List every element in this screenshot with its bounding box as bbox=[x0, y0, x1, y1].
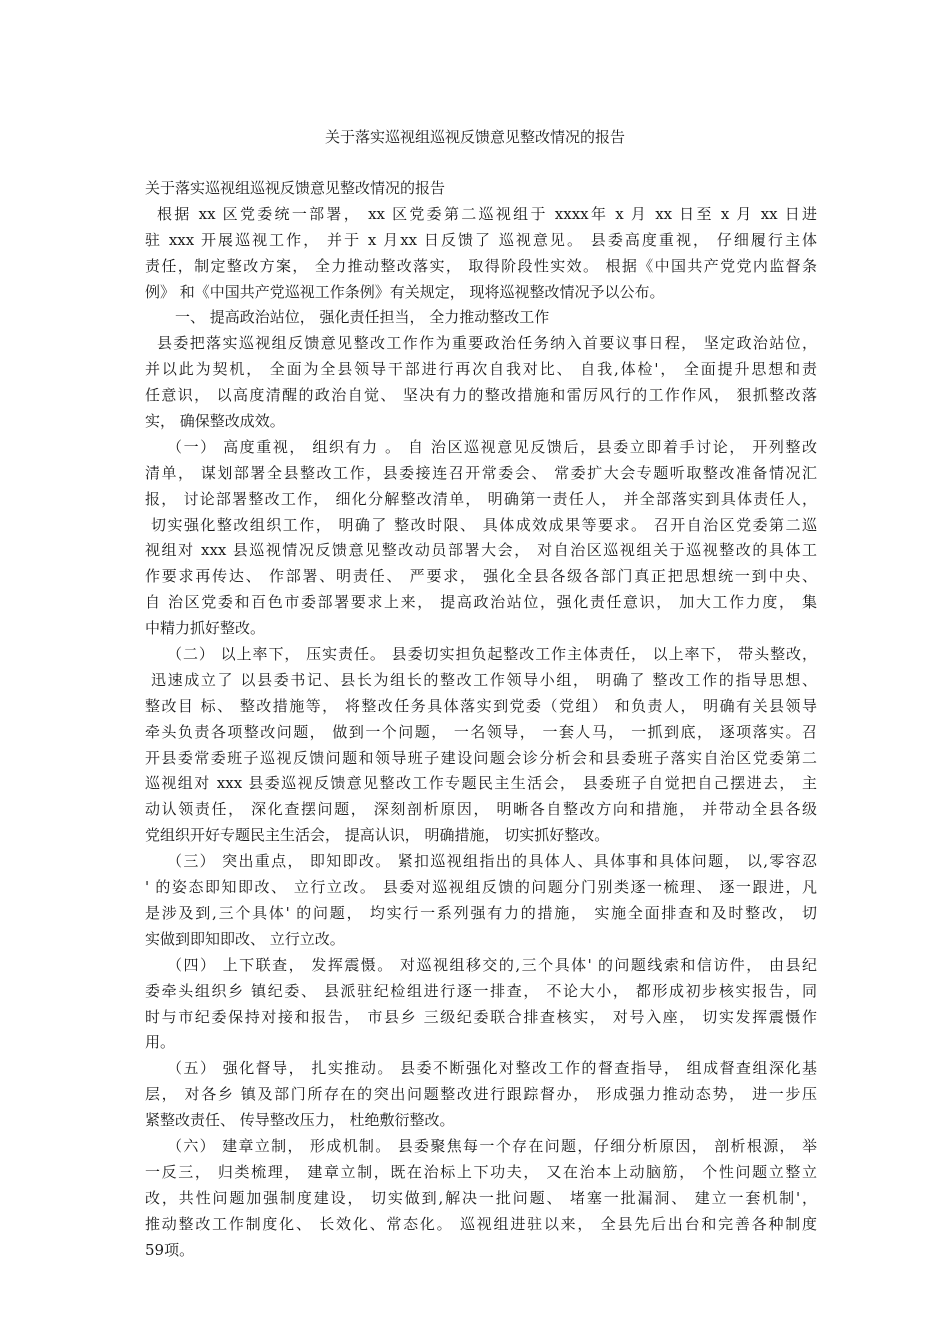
body-line: 关于落实巡视组巡视反馈意见整改情况的报告 bbox=[145, 179, 446, 197]
body-line: 县委把落实巡视组反馈意见整改工作作为重要政治任务纳入首要议事日程， 坚定政治站位， bbox=[157, 334, 817, 353]
body-line: 实， 确保整改成效。 bbox=[145, 412, 285, 431]
body-line: 例》 和《中国共产党巡视工作条例》有关规定， 现将巡视整改情况予以公布。 bbox=[145, 282, 665, 301]
body-line: 报， 讨论部署整改工作， 细化分解整改清单， 明确第一责任人， 并全部落实到具体责任人， bbox=[145, 489, 817, 508]
body-line: 责任，制定整改方案， 全力推动整改落实， 取得阶段性实效。 根据《中国共产党党内监督条 bbox=[145, 256, 817, 275]
body-line: 切实强化整改组织工作， 明确了 整改时限、 具体成效成果等要求。 召开自治区党委第二巡 bbox=[151, 515, 817, 534]
body-line: 牵头负责各项整改问题， 做到一个问题， 一名领导， 一套人马， 一抓到底， 逐项落实。召 bbox=[145, 722, 817, 741]
document-body bbox=[145, 176, 817, 1263]
body-line: 驻 xxx 开展巡视工作， 并于 x 月xx 日反馈了 巡视意见。 县委高度重视， 仔细履行主体 bbox=[145, 230, 817, 249]
body-line: 层， 对各乡 镇及部门所存在的突出问题整改进行跟踪督办， 形成强力推动态势， 进一步压 bbox=[145, 1085, 817, 1104]
body-line: 一反三， 归类梳理， 建章立制，既在治标上下功夫， 又在治本上动脑筋， 个性问题立整立 bbox=[145, 1162, 817, 1181]
body-line: 59项。 bbox=[145, 1240, 195, 1259]
document-title: 关于落实巡视组巡视反馈意见整改情况的报告 bbox=[324, 128, 625, 146]
body-line: 党组织开好专题民主生活会， 提高认识， 明确措施， 切实抓好整改。 bbox=[145, 826, 610, 845]
body-line: 根据 xx 区党委统一部署， xx 区党委第二巡视组于 xxxx年 x 月 xx 日至 x 月 xx 日进 bbox=[157, 204, 817, 223]
body-line: 动认领责任， 深化查摆问题， 深刻剖析原因， 明晰各自整改方向和措施， 并带动全县各级 bbox=[145, 800, 817, 819]
body-line: 一、 提高政治站位， 强化责任担当， 全力推动整改工作 bbox=[175, 308, 550, 327]
body-line: （六） 建章立制， 形成机制。 县委聚焦每一个存在问题，仔细分析原因， 剖析根源， 举 bbox=[167, 1136, 817, 1155]
body-line: 开县委常委班子巡视反馈问题和领导班子建设问题会诊分析会和县委班子落实自治区党委第二 bbox=[145, 748, 817, 767]
body-line: （二） 以上率下， 压实责任。 县委切实担负起整改工作主体责任， 以上率下， 带头整改， bbox=[167, 645, 817, 664]
body-line: 巡视组对 xxx 县委巡视反馈意见整改工作专题民主生活会， 县委班子自觉把自己摆进去， 主 bbox=[145, 774, 817, 793]
body-line: 时与市纪委保持对接和报告， 市县乡 三级纪委联合排查核实， 对号入座， 切实发挥震慑作 bbox=[145, 1007, 817, 1026]
body-line: （四） 上下联查， 发挥震慑。 对巡视组移交的,三个具体' 的问题线索和信访件， 由县纪 bbox=[167, 955, 817, 974]
body-line: 用。 bbox=[145, 1033, 176, 1052]
body-line: 视组对 xxx 县巡视情况反馈意见整改动员部署大会， 对自治区巡视组关于巡视整改的具体工 bbox=[145, 541, 817, 560]
body-line: 推动整改工作制度化、 长效化、常态化。 巡视组进驻以来， 全县先后出台和完善各种制度 bbox=[145, 1214, 817, 1233]
body-line: （五） 强化督导， 扎实推动。 县委不断强化对整改工作的督查指导， 组成督查组深化基 bbox=[167, 1059, 817, 1078]
body-line: 紧整改责任、 传导整改压力， 杜绝敷衍整改。 bbox=[145, 1111, 455, 1130]
body-line: （一） 高度重视， 组织有力 。 自 治区巡视意见反馈后，县委立即着手讨论， 开列整改 bbox=[167, 437, 817, 456]
body-line: 任意识， 以高度清醒的政治自觉、 坚决有力的整改措施和雷厉风行的工作作风， 狠抓整改落 bbox=[145, 386, 817, 405]
body-line: 实做到即知即改、 立行立改。 bbox=[145, 929, 345, 948]
body-line: 迅速成立了 以县委书记、县长为组长的整改工作领导小组， 明确了 整改工作的指导思想、 bbox=[151, 670, 817, 689]
body-line: （三） 突出重点， 即知即改。 紧扣巡视组指出的具体人、具体事和具体问题， 以,零容忍 bbox=[167, 852, 817, 871]
body-line: 委牵头组织乡 镇纪委、 县派驻纪检组进行逐一排查， 不论大小， 都形成初步核实报告，同 bbox=[145, 981, 817, 1000]
body-line: 整改目 标、 整改措施等， 将整改任务具体落实到党委（党组） 和负责人， 明确有关县领导 bbox=[145, 696, 817, 715]
body-line: 作要求再传达、 作部署、明责任、 严要求， 强化全县各级各部门真正把思想统一到中央、 bbox=[145, 567, 817, 586]
body-line: 清单， 谋划部署全县整改工作，县委接连召开常委会、 常委扩大会专题听取整改准备情况汇 bbox=[145, 463, 817, 482]
body-line: 中精力抓好整改。 bbox=[145, 619, 266, 638]
body-line: 是涉及到,三个具体' 的问题， 均实行一系列强有力的措施， 实施全面排查和及时整改， 切 bbox=[145, 903, 817, 922]
body-line: ' 的姿态即知即改、 立行立改。 县委对巡视组反馈的问题分门别类逐一梳理、 逐一跟进，凡 bbox=[145, 878, 817, 897]
body-line: 自 治区党委和百色市委部署要求上来， 提高政治站位，强化责任意识， 加大工作力度， 集 bbox=[145, 593, 817, 612]
body-line: 并以此为契机， 全面为全县领导干部进行再次自我对比、 自我,体检'， 全面提升思想和责 bbox=[145, 360, 817, 379]
body-line: 改，共性问题加强制度建设， 切实做到,解决一批问题、 堵塞一批漏洞、 建立一套机制'， bbox=[145, 1188, 817, 1207]
